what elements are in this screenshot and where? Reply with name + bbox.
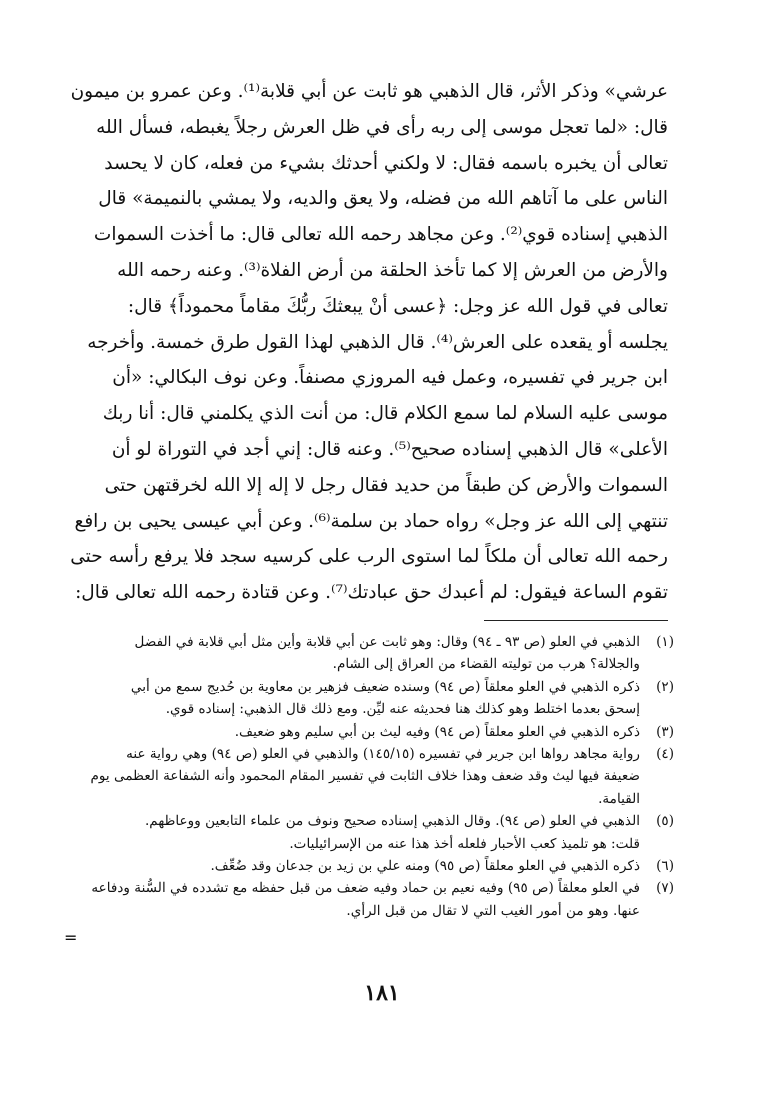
footnote	[91, 877, 674, 922]
footnote-line: الذهبي في العلو (ص ٩٣ ـ ٩٤) وقال: وهو ثابت عن أبي قلابة وأين مثل أبي قلابة في الفضل	[134, 634, 640, 650]
footnote-separator-rule	[484, 620, 668, 621]
footnotes	[90, 631, 674, 922]
text-line: تعالى أن يخبره باسمه فقال: لا ولكني أحدثك بشيء من فعله، كان لا يحسد	[104, 152, 668, 174]
footnote	[96, 810, 674, 832]
footnote-line: إسحق بعدما اختلط وهو كذلك هنا فحديثه عنه ليِّن. ومع ذلك قال الذهبي: إسناده قوي.	[165, 701, 640, 718]
footnote-number: (١)	[656, 634, 674, 650]
footnote	[96, 855, 674, 877]
footnote-line: القيامة.	[598, 790, 640, 807]
footnote-number: (٥)	[656, 813, 674, 830]
continuation-mark: =	[64, 928, 78, 947]
text-line: تعالى في قول الله عز وجل: ﴿عسى أنْ يبعثكَ ربُّكَ مقاماً محموداً﴾ قال:	[127, 295, 668, 317]
text-line: تنتهي إلى الله عز وجل» رواه حماد بن سلمة⁽⁶⁾. وعن أبي عيسى يحيى بن رافع	[74, 510, 668, 532]
footnote-line: ذكره الذهبي في العلو معلقاً (ص ٩٥) ومنه علي بن زيد بن جدعان وقد ضُعِّف.	[210, 858, 640, 875]
footnote-line: ضعيفة فيها ليث وقد ضعف وهذا خلاف الثابت في تفسير المقام المحمود وأنه الشفاعة العظمى يوم	[90, 768, 640, 785]
text-line: الأعلى» قال الذهبي إسناده صحيح⁽⁵⁾. وعنه قال: إني أجد في التوراة لو أن	[111, 438, 668, 460]
footnote	[96, 631, 674, 676]
footnote	[96, 721, 674, 743]
footnote-number: (٦)	[656, 858, 674, 875]
text-line: الناس على ما آتاهم الله من فضله، ولا يعق والديه، ولا يمشي بالنميمة» قال	[98, 188, 668, 210]
footnote-number: (٤)	[656, 746, 674, 763]
footnote	[96, 676, 674, 721]
text-line: عرشي» وذكر الأثر، قال الذهبي هو ثابت عن أبي قلابة⁽¹⁾. وعن عمرو بن ميمون	[70, 81, 668, 102]
footnote-line: ذكره الذهبي في العلو معلقاً (ص ٩٤) وفيه ليث بن أبي سليم وهو ضعيف.	[234, 723, 640, 740]
text-line: ابن جرير في تفسيره، وعمل فيه المروزي مصنفاً. وعن نوف البكالي: «أن	[112, 367, 668, 389]
text-line: قال: «لما تعجل موسى إلى ربه رأى في ظل العرش رجلاً يغبطه، فسأل الله	[96, 116, 668, 138]
text-line: تقوم الساعة فيقول: لم أعبدك حق عبادتك⁽⁷⁾. وعن قتادة رحمه الله تعالى قال:	[75, 582, 668, 604]
footnote-line: ذكره الذهبي في العلو معلقاً (ص ٩٤) وسنده ضعيف فزهير بن معاوية بن حُديج سمع من أبي	[130, 678, 640, 695]
footnote-line: قلت: هو تلميذ كعب الأحبار فلعله أخذ هذا عنه من الإسرائيليات.	[289, 835, 640, 852]
footnote-line: عنها. وهو من أمور الغيب التي لا تقال من قبل الرأي.	[346, 902, 640, 919]
text-line: رحمه الله تعالى أن ملكاً لما استوى الرب على كرسيه سجد فلا يرفع رأسه حتى	[70, 546, 668, 568]
page-number: ١٨١	[364, 980, 400, 1006]
footnote	[90, 743, 674, 810]
footnote-line: في العلو معلقاً (ص ٩٥) وفيه نعيم بن حماد وفيه ضعف من قبل حفظه مع تشدده في السُّنة ودفاعه	[91, 880, 640, 897]
text-line: السموات والأرض كن طبقاً من حديد فقال رجل لا إله إلا الله لخرقتهن حتى	[104, 474, 668, 496]
footnote-line: الذهبي في العلو (ص ٩٤). وقال الذهبي إسناده صحيح ونوف من علماء التابعين ووعاظهم.	[144, 813, 640, 830]
footnote-comment	[96, 833, 674, 855]
text-line: الذهبي إسناده قوي⁽²⁾. وعن مجاهد رحمه الله تعالى قال: ما أخذت السموات	[93, 224, 668, 246]
footnote-number: (٢)	[656, 678, 674, 695]
footnote-line: والجلالة؟ هرب من توليته القضاء من العراق إلى الشام.	[332, 656, 640, 673]
text-line: يجلسه أو يقعده على العرش⁽⁴⁾. قال الذهبي لهذا القول طرق خمسة. وأخرجه	[87, 331, 668, 353]
text-line: موسى عليه السلام لما سمع الكلام قال: من أنت الذي يكلمني قال: أنا ربك	[102, 403, 668, 425]
footnote-number: (٧)	[656, 880, 674, 897]
main-text	[70, 74, 668, 611]
footnote-line: رواية مجاهد رواها ابن جرير في تفسيره (١٤٥/١٥) والذهبي في العلو (ص ٩٤) وهي رواية عنه	[126, 746, 640, 763]
text-line: والأرض من العرش إلا كما تأخذ الحلقة من أرض الفلاة⁽³⁾. وعنه رحمه الله	[117, 259, 668, 281]
footnote-number: (٣)	[656, 723, 674, 740]
